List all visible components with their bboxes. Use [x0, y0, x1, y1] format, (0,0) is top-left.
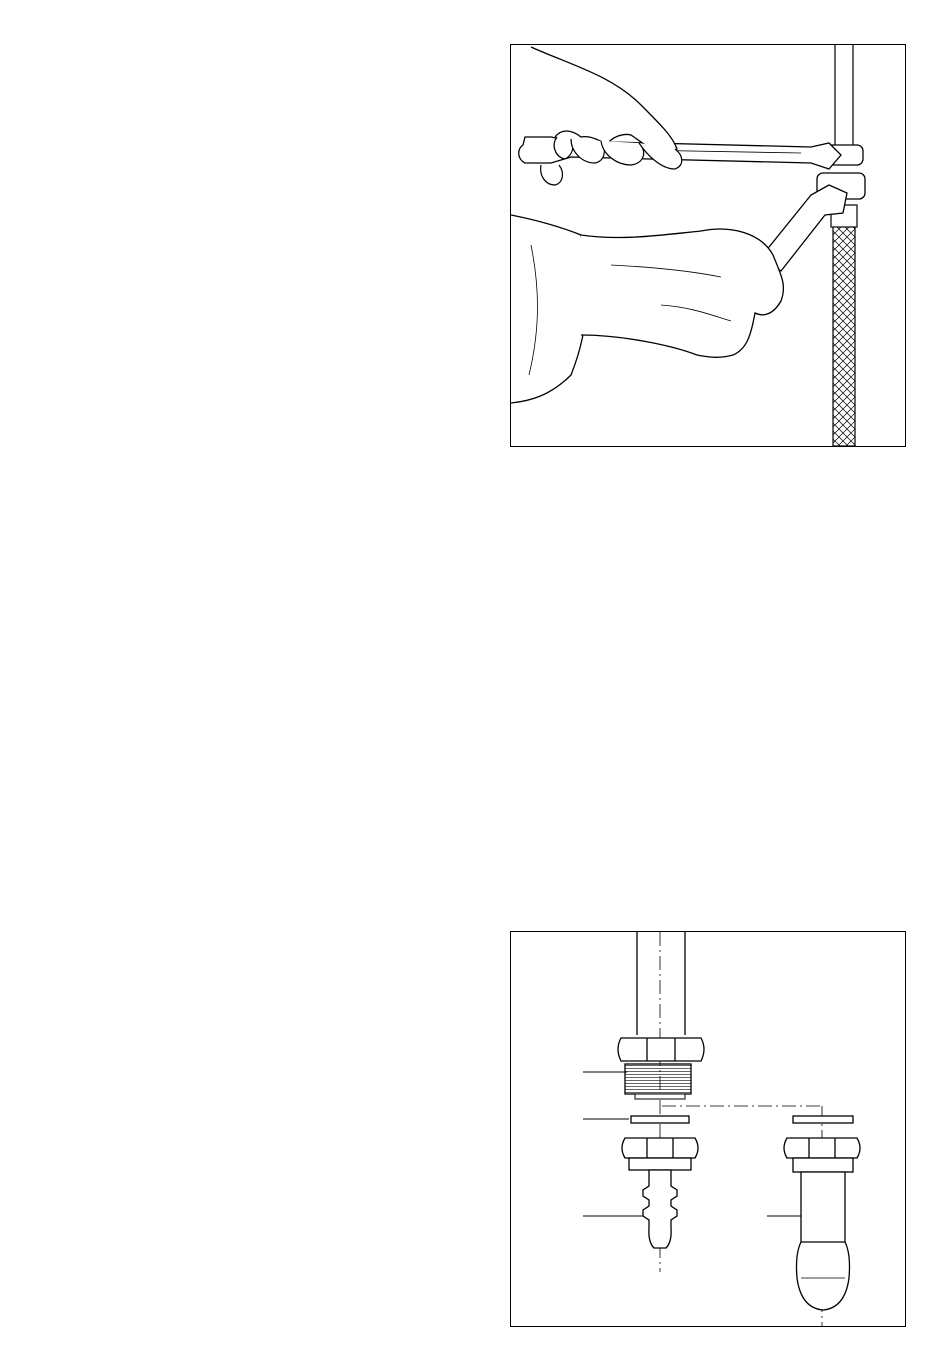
braided-hose-fitting	[784, 1138, 860, 1310]
thread-section	[625, 1064, 691, 1099]
fitting-exploded-diagram	[511, 932, 905, 1326]
pipe	[835, 45, 853, 145]
wrench-illustration-panel	[510, 44, 906, 447]
upper-nut	[618, 1038, 704, 1061]
fitting-diagram-panel	[510, 931, 906, 1327]
hose-tail-fitting	[622, 1138, 698, 1248]
pipe	[637, 932, 685, 1035]
washers	[631, 1116, 853, 1123]
lower-hand	[511, 215, 783, 403]
upper-hand	[531, 47, 682, 185]
braided-hose	[831, 205, 857, 446]
wrench-illustration	[511, 45, 905, 446]
